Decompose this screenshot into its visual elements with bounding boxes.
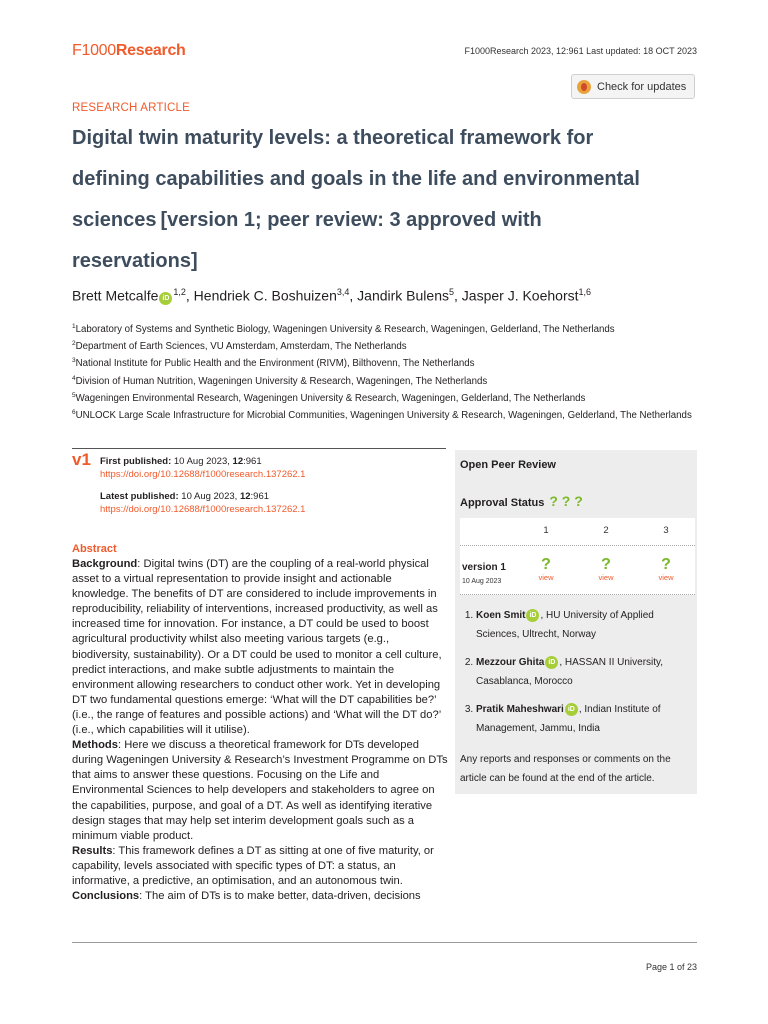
divider — [72, 448, 446, 449]
article-type: RESEARCH ARTICLE — [72, 102, 191, 114]
reviewer-name[interactable]: Koen Smit — [476, 610, 526, 621]
review-mark-3 — [651, 557, 681, 582]
author-affil-sup: 1,2 — [173, 287, 186, 297]
reviewer-list — [463, 606, 695, 747]
version-label: version 1 — [462, 562, 506, 573]
view-report-link[interactable]: view — [658, 573, 674, 582]
section-label: Background — [72, 558, 138, 570]
affiliation — [72, 354, 697, 371]
author-name[interactable]: Jandirk Bulens — [357, 287, 449, 304]
divider — [460, 545, 695, 546]
reviewer — [476, 653, 695, 691]
question-icon: ? — [661, 556, 671, 573]
affiliation — [72, 406, 697, 423]
peer-review-note: Any reports and responses or comments on the article can be found at the end of the article. — [460, 754, 671, 784]
author-affil-sup: 1,6 — [578, 287, 592, 297]
author-affil-sup: 5 — [448, 287, 454, 297]
affiliations — [72, 320, 697, 423]
reviewer-affiliation: , HU University of Applied Sciences, Ultrecht, Norway — [476, 610, 654, 640]
reviewer-affiliation: , HASSAN II University, Casablanca, Morocco — [476, 657, 664, 687]
version-badge: v1 — [72, 450, 91, 469]
reviewer-name[interactable]: Pratik Maheshwari — [476, 704, 564, 715]
author-name[interactable]: Jasper J. Koehorst — [461, 287, 579, 304]
affiliation — [72, 389, 697, 406]
approval-status — [460, 493, 583, 509]
logo-f1000: F1000 — [72, 42, 116, 59]
section-label: Conclusions — [72, 890, 140, 903]
affiliation-number: 3 — [72, 357, 76, 365]
section-label: Results — [72, 844, 113, 857]
reviewer-name[interactable]: Mezzour Ghita — [476, 657, 545, 668]
orcid-icon[interactable]: iD — [526, 609, 539, 622]
page-number: Page 1 of 23 — [645, 962, 697, 972]
latest-doi-link[interactable]: https://doi.org/10.12688/f1000research.137262.1 — [100, 504, 306, 515]
volume: 12 — [232, 456, 244, 467]
latest-published-date: 10 Aug 2023, — [178, 491, 240, 502]
affiliation — [72, 372, 697, 389]
author-list: Brett Metcalfe iD$^{1,2}$, Hendriek C. Boshuizen$^{3,4}$, Jandirk Bulens$^5$, Jasper J. Koehorst$^{1,6}$ — [72, 287, 592, 304]
abstract-heading: Abstract — [72, 543, 117, 555]
first-published — [100, 455, 446, 468]
publication-info — [100, 455, 446, 516]
volume: 12 — [239, 491, 251, 502]
orcid-icon[interactable]: iD — [159, 292, 172, 305]
logo-research: Research — [115, 42, 186, 59]
page-number: :961 — [243, 456, 262, 467]
title-line: sciences [version 1; peer review: 3 approved with — [72, 209, 542, 231]
journal-logo — [72, 42, 186, 60]
affiliation — [72, 337, 697, 354]
check-updates-label: Check for updates — [597, 80, 687, 93]
check-for-updates-button[interactable] — [571, 74, 695, 99]
abstract-background — [72, 557, 448, 738]
affiliation-number: 1 — [72, 323, 76, 330]
footer-divider — [72, 942, 697, 943]
reviewer-column-2: 2 — [603, 525, 609, 536]
section-label: Methods — [72, 739, 118, 752]
affiliation-number: 5 — [72, 391, 76, 399]
view-report-link[interactable]: view — [598, 573, 614, 582]
abstract-body — [72, 557, 448, 904]
title-line: Digital twin maturity levels: a theoretical framework for — [72, 127, 594, 149]
affiliation-text: Division of Human Nutrition, Wageningen University & Research, Wageningen, The Netherlands — [75, 375, 488, 387]
latest-published — [100, 490, 446, 503]
latest-published-label: Latest published: — [100, 491, 179, 502]
affiliation — [72, 320, 697, 337]
author-affil-sup: 3,4 — [336, 287, 350, 297]
author-name[interactable]: Brett Metcalfe — [72, 287, 159, 304]
abstract-results — [72, 844, 448, 889]
affiliation-number: 2 — [72, 340, 76, 348]
affiliation-number: 6 — [72, 409, 76, 417]
question-icon: ? — [601, 556, 611, 573]
first-published-date: 10 Aug 2023, — [171, 456, 233, 467]
affiliation-text: National Institute for Public Health and the Environment (RIVM), Bilthovenn, The Netherlands — [75, 358, 475, 370]
reviewer — [476, 606, 695, 644]
article-title — [72, 118, 692, 282]
affiliation-number: 4 — [72, 374, 76, 382]
abstract-conclusions — [72, 889, 448, 904]
author-name[interactable]: Hendriek C. Boshuizen — [193, 287, 337, 304]
section-text: : Here we discuss a theoretical framework for DTs developed during Wageningen University & Research’s Investment Programme on DTs that aims to answer these questions. Focusing on the Life and Environmental Sciences to help developers and stakeholders to agree on the capabilities, purpose, and goal of a DT. As well as identifying iterative design stages that may help set interim development goals such as a minimum viable product. — [72, 739, 448, 842]
divider — [460, 594, 695, 595]
affiliation-text: UNLOCK Large Scale Infrastructure for Microbial Communities, Wageningen University & Research, Wageningen, Gelderland, The Netherlands — [75, 410, 692, 422]
section-text: : The aim of DTs is to make better, data-driven, decisions — [139, 890, 421, 903]
reviewer-column-3: 3 — [663, 525, 669, 536]
first-published-label: First published: — [100, 456, 172, 467]
review-mark-2 — [591, 557, 621, 582]
abstract-methods — [72, 738, 448, 844]
crossmark-icon — [577, 80, 591, 94]
question-icon: ? — [541, 556, 551, 573]
reviewer — [476, 700, 695, 738]
first-doi-link[interactable]: https://doi.org/10.12688/f1000research.137262.1 — [100, 469, 306, 480]
reviewer-affiliation: , Indian Institute of Management, Jammu, India — [476, 704, 661, 734]
orcid-icon[interactable]: iD — [545, 656, 558, 669]
orcid-icon[interactable]: iD — [565, 703, 578, 716]
peer-review-title: Open Peer Review — [460, 459, 556, 471]
view-report-link[interactable]: view — [538, 573, 554, 582]
approval-marks: ? ? ? — [549, 493, 583, 509]
review-mark-1 — [531, 557, 561, 582]
title-line: reservations] — [72, 250, 198, 272]
section-text: : This framework defines a DT as sitting at one of five maturity, or capability, levels associated with specific types of DT: a status, an informative, a predictive, an optimisation, and an autonomous twin. — [72, 844, 434, 887]
affiliation-text: Department of Earth Sciences, VU Amsterdam, Amsterdam, The Netherlands — [75, 341, 407, 353]
title-line: defining capabilities and goals in the life and environmental — [72, 168, 640, 190]
reviewer-column-1: 1 — [543, 525, 549, 536]
approval-label: Approval Status — [460, 497, 545, 509]
citation-line: F1000Research 2023, 12:961 Last updated: 18 OCT 2023 — [464, 46, 697, 56]
affiliation-text: Wageningen Environmental Research, Wageningen University & Research, Wageningen, Gelderland, The Netherlands — [75, 393, 586, 405]
affiliation-text: Laboratory of Systems and Synthetic Biology, Wageningen University & Research, Wageningen, Gelderland, The Netherlands — [75, 324, 615, 336]
section-text: : Digital twins (DT) are the coupling of a real-world physical asset to a virtual representation to provide insight and actionable knowledge. The benefits of DT are considered to include improvements in reproducibility, reliability of interventions, increased productivity, as well as increased time for innovation. For instance, a DT could be used to boost agricultural productivity whilst also meeting various targets (e.g., biodiversity, sustainability). Or a DT could be used to monitor a cell culture, predict interactions, and make subtle adjustments to maintain the environment allowing researchers to conduct other work. Yet in developing DT two fundamental questions emerge: ‘What will the DT capabilities be?’ (i.e., the range of features and possible actions) and ‘What will the DT do?’ (i.e., which capabilities will it utilise). — [72, 558, 442, 737]
version-date: 10 Aug 2023 — [462, 578, 502, 585]
page-number: :961 — [250, 491, 270, 502]
